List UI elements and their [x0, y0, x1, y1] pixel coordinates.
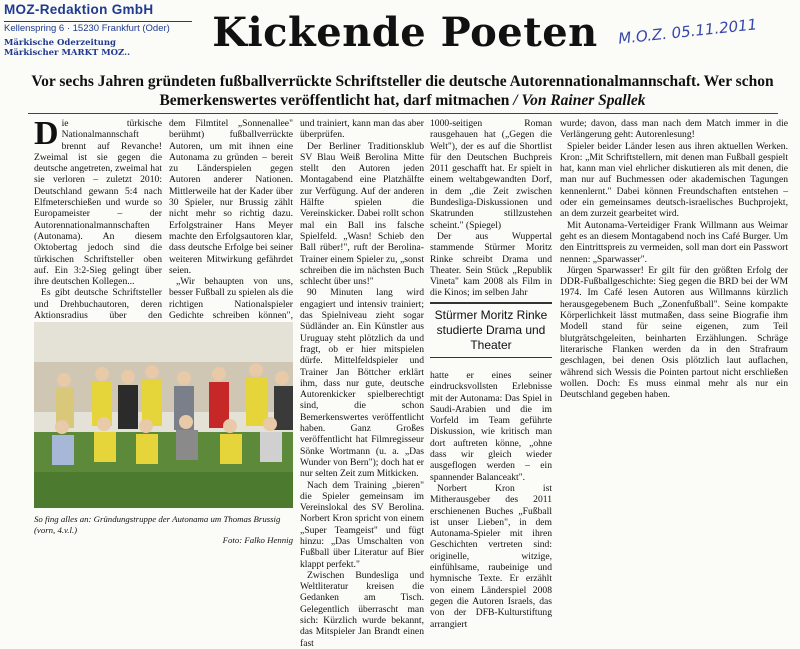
paragraph: Jürgen Sparwasser! Er gilt für den größten Erfolg der DDR-Fußballgeschichte: Sieg gegen die BRD bei der WM 1974. Im Café lesen Autoren aus Willmanns kürzlich herausgegebenem Buch „Zonenfußball". Seine kompakte Körperlichkeit lässt mutmaßen, dass seine Biografie ihm Modell stand für seine eigenen, zum Teil blutgrätschgeleiten, beinharten Erzählungen. Schräge literarische Flanken werden da in den Strafraum geschlagen, bei denen Osis plötzlich laut auflachen, während sich Wessis die Pointen partout nicht erschließen wollen. Doch: Es muss einmal mehr als nur ein Deutschland gegeben haben. — [560, 264, 788, 401]
paragraph: Der aus Wuppertal stammende Stürmer Moritz Rinke schreibt Drama und Theater. Sein Stück „Republik Vineta" kam 2008 als Film in die Kinos; im selben Jahr — [430, 230, 552, 299]
photo-caption — [34, 514, 293, 546]
paragraph: Es gibt deutsche Schriftsteller und Drehbuchautoren, deren Aktionsradius über den — [34, 287, 162, 322]
caption-text: So fing alles an: Gründungstruppe der Autonama um Thomas Brussig (vorn, 4.v.l.) — [34, 514, 281, 535]
paragraph: „Wir behaupten von uns, besser Fußball zu spielen als die richtigen Nationalspieler Gedichte schreiben können", — [169, 276, 293, 322]
column-4 — [430, 118, 552, 299]
paragraph: Spieler beider Länder lesen aus ihren aktuellen Werken. Kron: „Mit Schriftstellern, mit denen man Fußball gespielt hat, kann man viel ehrlicher diskutieren als mit denen, die man nur auf Buchmessen oder akademischen Tagungen kennenlernt." Dabei können Freundschaften entstehen – oder ein gemeinsames deutsch-israelisches Buchprojekt, an dem zurzeit gearbeitet wird. — [560, 140, 788, 220]
paragraph: Nach dem Training „bieren" die Spieler gemeinsam im Vereinslokal des SV Berolina. Norbert Kron spricht von einem „Super Teamgeist" und fügt hinzu: „Das Umschalten von Fußball über Literatur auf Bier klappt perfekt." — [300, 479, 424, 570]
stamp-paper-2: Märkischer MARKT MOZ.. — [4, 48, 131, 58]
stamp-paper-1: Märkische Oderzeitung — [4, 38, 116, 48]
paragraph: Mit Autonama-Verteidiger Frank Willmann aus Weimar geht es an diesem Montagabend noch ins Café Burger. Um den Eintrittspreis zu vermeiden, soll man dort ein Passwort nennen: „Sparwasser". — [560, 219, 788, 265]
article-deck — [20, 72, 785, 110]
photo-credit: Foto: Falko Hennig — [222, 535, 293, 545]
stamp-address: Kellenspring 6 · 15230 Frankfurt (Oder) — [4, 21, 192, 35]
paragraph: dem Filmtitel „Sonnenallee" berühmt) fußballverrückte Autoren, um mit ihnen eine Autonama zu gründen – bereit zu Länderspielen gegen Autoren anderer Nationen. Mittlerweile hat der Kader über 30 Spieler, nur Brussig zählt nicht mehr so richtig dazu. Erfolgstrainer Hans Meyer machte den Erfolgsautoren klar, dass deutsche Erfolge bei seiner weiteren Mitwirkung gefährdet seien. — [169, 118, 293, 276]
paragraph: Zwischen Bundesliga und Weltliteratur kreisen die Gedanken am Tisch. Gelegentlich überrascht man sich: Kürzlich wurde bekannt, das Mitspieler Jan Brandt einen fast — [300, 569, 424, 649]
paragraph-text: ie türkische Nationalmannschaft brennt auf Revanche! Zweimal ist sie gegen die deutsche angetreten, zweimal hat sie verloren – zuletzt 2010: Deutschland gewann 5:4 nach Elfmeterschießen und wurde so Europameister – der Autorennationalmannschaften (Autonama). An diesem Oktobertag jedoch sind die türkischen Schriftsteller oben auf. Ein 3:2-Sieg gelingt über ihre deutschen Kollegen... — [34, 118, 162, 288]
team-photo-image — [34, 322, 293, 508]
drop-cap: D — [34, 115, 59, 152]
column-4-continued — [430, 370, 552, 630]
paragraph: und trainiert, kann man das aber überprüfen. — [300, 118, 424, 141]
paragraph: 90 Minuten lang wird engagiert und intensiv trainiert; das Spielniveau zieht sogar Südländer an. Ein Künstler aus Uruguay steht plötzlich da und fragt, ob er hier mitspielen dürfe. Mittelfeldspieler und Trainer Jan Böttcher erklärt ihm, dass nur gute, deutsche Autorenkicker spielberechtigt sind, die schon Bemerkenswertes veröffentlicht haben. Ganz Großes veröffentlicht hat Filmregisseur Sönke Wortmann (u. a. „Das Wunder von Bern"); doch hat er nur selten Zeit zum Mitkicken. — [300, 287, 424, 480]
stamp-org: MOZ-Redaktion GmbH — [4, 2, 154, 17]
pull-quote: Stürmer Moritz Rinke studierte Drama und Theater — [430, 302, 552, 358]
paragraph — [34, 115, 162, 288]
paragraph: Norbert Kron ist Mitherausgeber des 2011 erschienenen Buches „Fußball ist unser Lieben", in dem Autonama-Spieler mit ihren Geschichten vertreten sind: originelle, witzige, einfühlsame, raubeinige und hymnische Texte. Er erzählt von einem Länderspiel 2008 gegen die Autoren Israels, das von der DFB-Kulturstiftung arrangiert — [430, 482, 552, 630]
byline: / Von Rainer Spallek — [513, 92, 646, 109]
column-3 — [300, 118, 424, 649]
deck-divider — [28, 113, 778, 114]
paragraph: hatte er eines seiner eindrucksvollsten Erlebnisse mit der Autonama: Das Spiel in Saudi-Arabien und die im Vorfeld im Team geführte Diskussion, wie kritisch man dort auftreten könne, „ohne dass wir gleich wieder ausgeflogen werden – ein spannender Balanceakt". — [430, 370, 552, 483]
deck-text: Vor sechs Jahren gründeten fußballverrückte Schriftsteller die deutsche Autorennationalmannschaft. Wer schon Bemerkenswertes veröffentlicht hat, darf mitmachen — [31, 73, 774, 109]
paragraph: Der Berliner Traditionsklub SV Blau Weiß Berolina Mitte stellt den Autoren jeden Montagabend eine Platzhälfte zur Verfügung. Auf der anderen Hälfte spielen die Vereinskicker. Dabei rollt schon mal ein Ball ins falsche Spielfeld. „Wasn! Schieb den Ball rüber!", ruft der Berolina-Trainer einem Spieler zu, „sonst schreiben die im nächsten Buch schlecht über uns!" — [300, 140, 424, 288]
paragraph: wurde; davon, dass man nach dem Match immer in die Verlängerung geht: Autorenlesung! — [560, 118, 788, 141]
column-5 — [560, 118, 788, 400]
team-photo — [34, 322, 293, 508]
paragraph: 1000-seitigen Roman rausgehauen hat („Gegen die Welt"), der es auf die Shortlist für den Deutschen Buchpreis 2011 geschafft hat. Er spielt in einem weltabgewandten Dorf, in dem „die Zeit zwischen Bundesliga-Diskussionen und Skatrunden stillzustehen scheint." (Spiegel) — [430, 118, 552, 231]
handwritten-date-note: M.O.Z. 05.11.2011 — [617, 15, 758, 48]
article-headline: Kickende Poeten — [212, 9, 598, 56]
newspaper-stamp — [4, 2, 192, 58]
